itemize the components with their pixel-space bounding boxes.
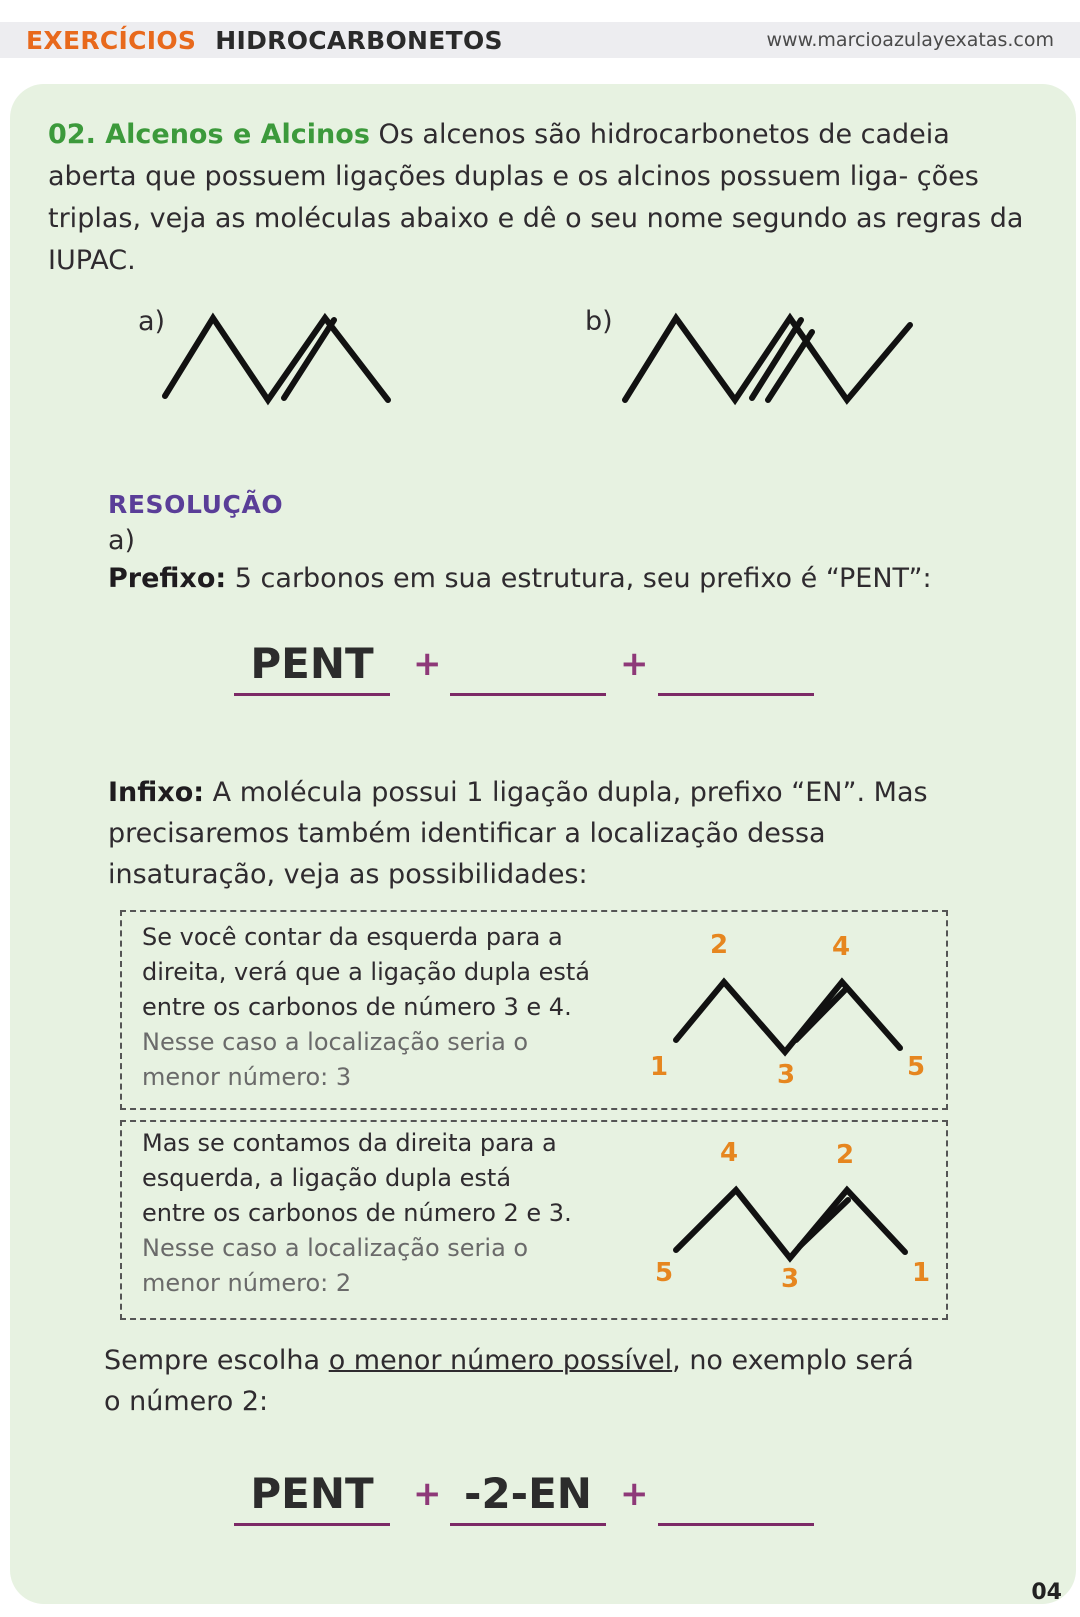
question-text: Os alcenos são hidrocarbonetos de cadeia aberta que possuem ligações duplas e os alcinos possuem liga- ções triplas, veja as moléculas abaixo e dê o seu nome segundo as regras da IUPAC. bbox=[48, 119, 1024, 276]
box1-carbon-number: 1 bbox=[650, 1052, 669, 1082]
infix-text: A molécula possui 1 ligação dupla, prefixo “EN”. Mas precisaremos também identificar a localização dessa insaturação, veja as possibilidades: bbox=[108, 777, 928, 890]
box2-carbon-number: 3 bbox=[781, 1264, 800, 1294]
box2-line-3: entre os carbonos de número 2 e 3. bbox=[142, 1199, 572, 1227]
box2-carbon-number: 1 bbox=[912, 1258, 931, 1288]
item-a-label: a) bbox=[108, 525, 136, 556]
formula1-plus-1: + bbox=[413, 644, 442, 684]
header-website: www.marcioazulayexatas.com bbox=[766, 29, 1054, 51]
box2-line-4: Nesse caso a localização seria o bbox=[142, 1234, 529, 1262]
formula2-prefix-slot: PENT bbox=[234, 1466, 390, 1526]
box1-line-4: Nesse caso a localização seria o bbox=[142, 1028, 529, 1056]
box1-line-5: menor número: 3 bbox=[142, 1063, 352, 1091]
box1-line-2: direita, verá que a ligação dupla está bbox=[142, 958, 590, 986]
header-category: EXERCÍCIOS bbox=[26, 25, 197, 55]
box2-line-1: Mas se contamos da direita para a bbox=[142, 1129, 557, 1157]
header-topic: HIDROCARBONETOS bbox=[215, 25, 503, 55]
box2-carbon-number: 4 bbox=[720, 1138, 739, 1168]
box2-line-2: esquerda, a ligação dupla está bbox=[142, 1164, 512, 1192]
formula2-plus-1: + bbox=[413, 1474, 442, 1514]
box2-carbon-number: 2 bbox=[836, 1140, 855, 1170]
question-label: 02. Alcenos e Alcinos bbox=[48, 119, 370, 150]
conclusion-post: , no exemplo será bbox=[672, 1345, 914, 1376]
conclusion-line-2: o número 2: bbox=[104, 1386, 269, 1417]
conclusion-paragraph bbox=[104, 1340, 1024, 1422]
name-formula-2 bbox=[0, 1466, 1080, 1546]
box1-carbon-number: 2 bbox=[710, 930, 729, 960]
infix-label: Infixo: bbox=[108, 777, 205, 808]
box1-line-1: Se você contar da esquerda para a bbox=[142, 923, 563, 951]
conclusion-underlined: o menor número possível bbox=[328, 1345, 673, 1376]
molecule-a-label: a) bbox=[138, 306, 166, 337]
prefix-label: Prefixo: bbox=[108, 563, 227, 594]
formula2-suffix-slot bbox=[658, 1466, 814, 1526]
box2-line-5: menor número: 2 bbox=[142, 1269, 352, 1297]
molecule-b-label: b) bbox=[585, 306, 613, 337]
box1-line-3: entre os carbonos de número 3 e 4. bbox=[142, 993, 572, 1021]
formula1-prefix-slot: PENT bbox=[234, 636, 390, 696]
formula2-infix-slot: -2-EN bbox=[450, 1466, 606, 1526]
prefix-text: 5 carbonos em sua estrutura, seu prefixo é “PENT”: bbox=[234, 563, 932, 594]
formula1-plus-2: + bbox=[620, 644, 649, 684]
formula2-plus-2: + bbox=[620, 1474, 649, 1514]
box1-carbon-number: 4 bbox=[832, 932, 851, 962]
resolution-title: RESOLUÇÃO bbox=[108, 490, 284, 519]
page-number: 04 bbox=[1031, 1580, 1062, 1605]
conclusion-pre: Sempre escolha bbox=[104, 1345, 321, 1376]
box1-carbon-number: 3 bbox=[777, 1060, 796, 1090]
box1-carbon-number: 5 bbox=[907, 1052, 926, 1082]
box2-carbon-number: 5 bbox=[655, 1258, 674, 1288]
